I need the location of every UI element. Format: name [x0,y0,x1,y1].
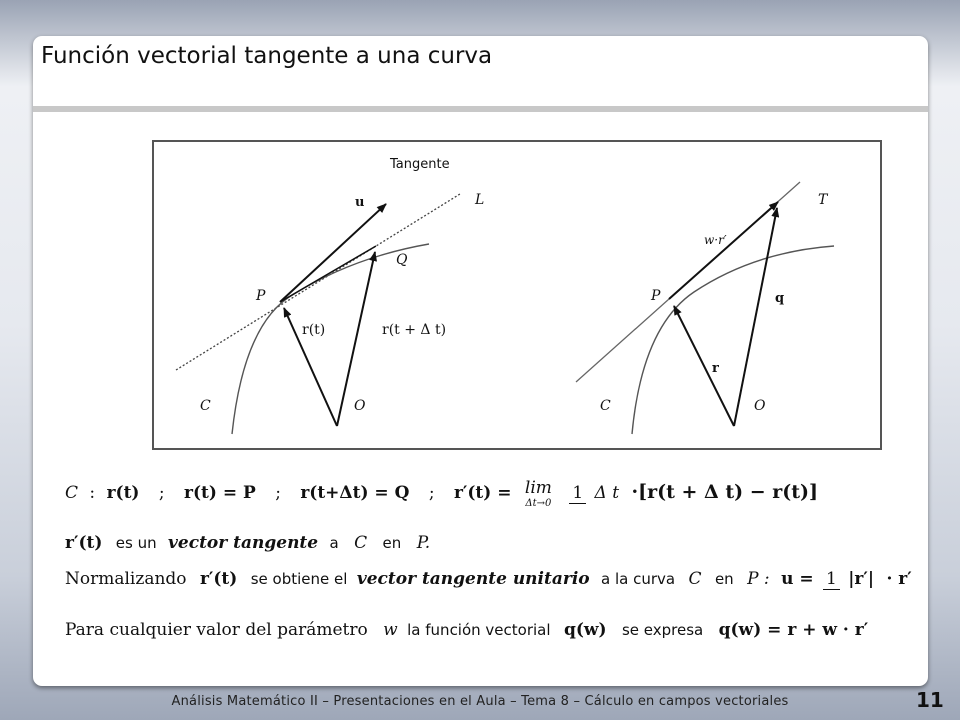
fraction-numerator: 1 [823,569,840,590]
expr-qw-equation: q(w) = r + w · r′ [718,620,869,640]
vector-u [280,204,386,302]
separator: ; [275,483,281,503]
formula-line-4 [65,620,868,640]
symbol-C: C [65,483,79,503]
expr-rprime: r′(t) = [453,483,512,503]
symbol-P: P : [747,569,770,590]
secant-PQ [280,246,376,302]
expr-tail: · r′ [886,569,912,590]
symbol-w: w [383,620,398,640]
fraction-denominator: Δ t [594,482,620,503]
text: a la curva [601,570,676,589]
text: Normalizando [65,569,187,590]
slide-card [33,36,928,686]
label-q: q [775,291,785,306]
label-C-left: C [200,398,211,414]
separator: ; [428,483,435,503]
slide-title: Función vectorial tangente a una curva [41,43,493,69]
vector-q [734,208,777,426]
label-O-left: O [354,398,366,414]
symbol-C: C [354,533,368,553]
text: se obtiene el [250,570,348,589]
tangent-diagram [154,142,880,448]
vector-r [674,306,734,426]
slide-footer: Análisis Matemático II – Presentaciones en el Aula – Tema 8 – Cálculo en campos vectoriales [171,694,789,709]
fraction-denominator: |r′| [848,569,875,589]
expr-rprime-t: r′(t) [199,569,238,590]
lim-text: lim [524,478,552,498]
expr-rt: r(t) [106,483,140,503]
label-O-right: O [754,398,766,414]
text: es un [115,534,157,552]
symbol-C: C [688,569,702,590]
formula-line-3 [65,569,912,590]
formula-line-1 [65,478,818,509]
label-Q: Q [396,252,408,268]
text: en [382,534,402,552]
expr-qw: q(w) [563,620,607,640]
lim-subscript: Δt→0 [525,498,552,509]
text: la función vectorial [407,621,551,639]
expr-rt-P: r(t) = P [184,483,256,503]
limit [525,478,552,509]
fraction-1-over-norm [823,569,877,590]
tangent-line-L [176,194,460,370]
formula-line-2 [65,533,430,553]
tangent-figure [152,140,882,450]
fraction-1-over-dt [569,483,622,504]
emphasis-vector-tangente-unitario: vector tangente unitario [356,569,590,590]
label-r: r [712,361,719,376]
expr-rprime-t: r′(t) [65,533,103,553]
label-u: u [355,195,365,210]
text: Para cualquier valor del parámetro [65,620,368,640]
page-number: 11 [916,688,944,712]
tangent-heading: Tangente [390,157,450,172]
label-w-rprime: w·r′ [704,233,727,247]
label-rt: r(t) [302,322,326,338]
curve-C-right [632,246,834,434]
emphasis-vector-tangente: vector tangente [168,533,319,553]
label-P-left: P [256,288,266,304]
text: en [714,570,734,589]
label-rtdt: r(t + Δ t) [382,322,447,338]
colon: : [89,483,96,503]
fraction-numerator: 1 [569,483,586,504]
expr-u: u = [781,569,814,590]
title-underline [33,106,928,112]
separator: ; [158,483,165,503]
label-P-right: P [651,288,661,304]
label-L: L [475,192,485,208]
text: se expresa [621,621,704,639]
symbol-P: P. [416,533,431,553]
label-T: T [818,192,828,208]
expr-rtdt-Q: r(t+Δt) = Q [300,483,410,503]
text: a [329,534,339,552]
label-C-right: C [600,398,611,414]
expr-difference: ·[r(t + Δ t) − r(t)] [631,481,819,503]
